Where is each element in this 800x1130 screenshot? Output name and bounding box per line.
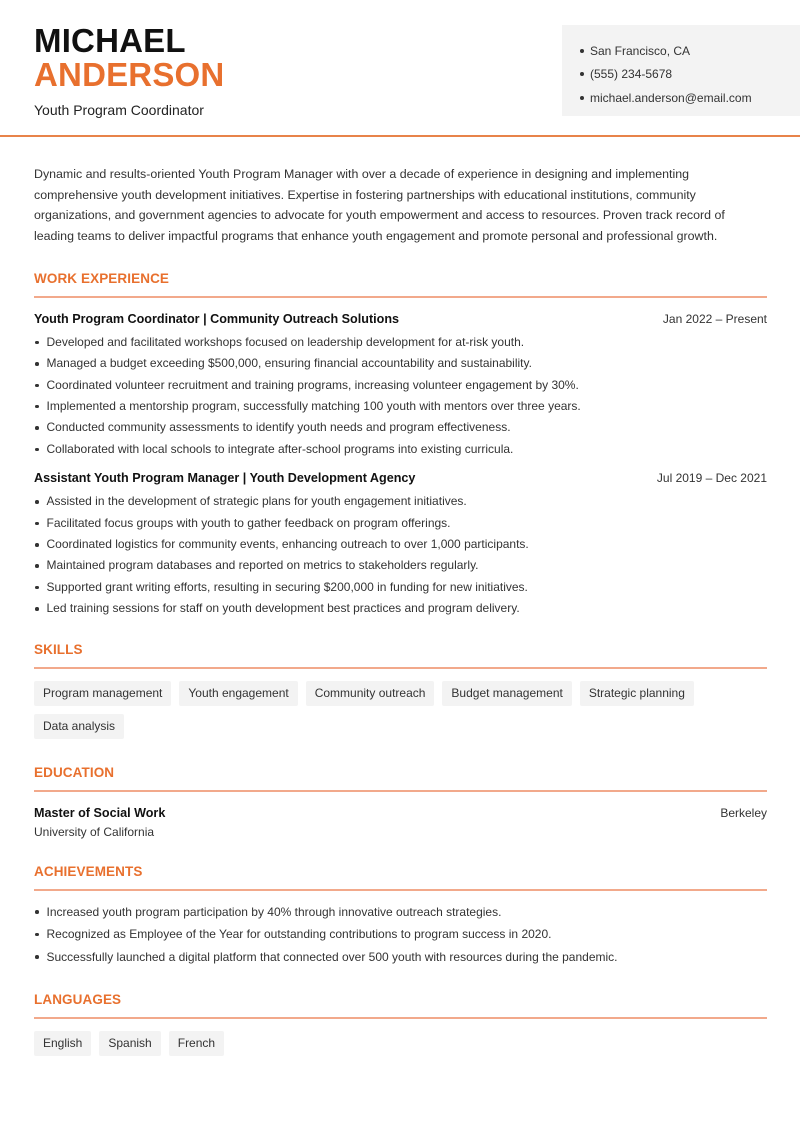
list-item-text: Maintained program databases and reported on metrics to stakeholders regularly. <box>46 558 479 573</box>
bullet-icon <box>580 72 584 76</box>
list-item <box>34 439 767 460</box>
name-block <box>34 24 224 118</box>
last-name: ANDERSON <box>34 56 225 93</box>
section-title: WORK EXPERIENCE <box>34 271 767 298</box>
skill-chip: Budget management <box>442 681 571 706</box>
list-item <box>34 946 767 969</box>
contact-phone <box>580 63 800 87</box>
section-achievements <box>34 864 767 969</box>
bullet-icon <box>35 426 39 430</box>
contact-email <box>580 86 800 110</box>
section-title: ACHIEVEMENTS <box>34 864 767 891</box>
job-dates: Jan 2022 – Present <box>662 311 767 326</box>
achievement-bullets <box>34 901 767 969</box>
first-name: MICHAEL <box>34 22 186 59</box>
list-item <box>34 353 767 374</box>
job-role: Assistant Youth Program Manager | Youth Development Agency <box>34 471 416 486</box>
list-item-text: Coordinated logistics for community events, enhancing outreach to over 1,000 participants. <box>46 537 529 552</box>
list-item-text: Developed and facilitated workshops focused on leadership development for at-risk youth. <box>46 334 525 349</box>
section-languages <box>34 992 767 1056</box>
language-chip: French <box>169 1031 224 1056</box>
bullet-icon <box>580 96 584 100</box>
bullet-icon <box>35 607 39 611</box>
skill-chip: Strategic planning <box>580 681 694 706</box>
section-education <box>34 765 767 839</box>
skill-chip: Youth engagement <box>179 681 297 706</box>
section-title: SKILLS <box>34 642 767 669</box>
section-skills <box>34 642 767 739</box>
job-header <box>34 312 767 326</box>
list-item-text: Led training sessions for staff on youth development best practices and program delivery. <box>46 601 520 616</box>
bullet-icon <box>35 543 39 547</box>
job-role: Youth Program Coordinator | Community Outreach Solutions <box>34 311 400 326</box>
education-location: Berkeley <box>720 805 767 820</box>
list-item-text: Conducted community assessments to identify youth needs and program effectiveness. <box>46 420 511 435</box>
job-bullets <box>34 332 767 460</box>
bullet-icon <box>35 500 39 504</box>
list-item <box>34 555 767 576</box>
bullet-icon <box>35 448 39 452</box>
contact-phone-text: (555) 234-5678 <box>590 67 673 82</box>
language-chip: English <box>34 1031 91 1056</box>
list-item <box>34 491 767 512</box>
list-item-text: Collaborated with local schools to integrate after-school programs into existing curricula. <box>46 441 514 456</box>
job-bullets <box>34 491 767 619</box>
list-item-text: Managed a budget exceeding $500,000, ensuring financial accountability and sustainability. <box>46 356 532 371</box>
skill-chip: Data analysis <box>34 714 124 739</box>
section-title: EDUCATION <box>34 765 767 792</box>
list-item-text: Increased youth program participation by 40% through innovative outreach strategies. <box>46 904 502 919</box>
summary: Dynamic and results-oriented Youth Program Manager with over a decade of experience in designing and implementing comprehensive youth development initiatives. Expertise in fostering partnerships with educational institutions, community organizations, and government agencies to advocate for youth empowerment and access to resources. Proven track record of leading teams to deliver impactful programs that enhance youth engagement and promote personal and professional growth. <box>34 167 725 244</box>
skill-chip: Program management <box>34 681 171 706</box>
list-item <box>34 396 767 417</box>
list-item-text: Assisted in the development of strategic plans for youth engagement initiatives. <box>46 494 467 509</box>
bullet-icon <box>35 405 39 409</box>
list-item-text: Coordinated volunteer recruitment and training programs, increasing volunteer engagement by 30%. <box>46 377 579 392</box>
education-school: University of California <box>34 824 155 839</box>
section-title: LANGUAGES <box>34 992 767 1019</box>
bullet-icon <box>35 910 39 914</box>
language-chips <box>34 1031 767 1056</box>
education-degree: Master of Social Work <box>34 805 166 820</box>
list-item-text: Supported grant writing efforts, resulting in securing $200,000 in funding for new initiatives. <box>46 579 528 594</box>
bullet-icon <box>35 933 39 937</box>
bullet-icon <box>35 522 39 526</box>
skill-chip: Community outreach <box>306 681 435 706</box>
bullet-icon <box>35 341 39 345</box>
list-item <box>34 923 767 946</box>
job-header <box>34 471 767 485</box>
list-item-text: Recognized as Employee of the Year for outstanding contributions to program success in 2020. <box>46 927 552 942</box>
list-item-text: Implemented a mentorship program, successfully matching 100 youth with mentors over three years. <box>46 399 581 414</box>
language-chip: Spanish <box>99 1031 160 1056</box>
bullet-icon <box>35 362 39 366</box>
bullet-icon <box>35 564 39 568</box>
list-item <box>34 598 767 619</box>
contact-location <box>580 39 800 63</box>
skills-chips <box>34 681 767 739</box>
contact-location-text: San Francisco, CA <box>590 43 691 58</box>
list-item <box>34 577 767 598</box>
contact-box <box>562 25 800 116</box>
list-item <box>34 375 767 396</box>
job-title: Youth Program Coordinator <box>34 102 204 118</box>
contact-email-text: michael.anderson@email.com <box>590 90 752 105</box>
bullet-icon <box>35 586 39 590</box>
resume-body <box>34 164 767 1056</box>
list-item <box>34 901 767 924</box>
section-work-experience <box>34 271 767 620</box>
bullet-icon <box>580 49 584 53</box>
list-item <box>34 534 767 555</box>
bullet-icon <box>35 384 39 388</box>
resume-header <box>0 0 800 137</box>
bullet-icon <box>35 955 39 959</box>
list-item <box>34 513 767 534</box>
list-item-text: Successfully launched a digital platform that connected over 500 youth with resources during the pandemic. <box>46 949 618 964</box>
list-item-text: Facilitated focus groups with youth to gather feedback on program offerings. <box>46 515 451 530</box>
list-item <box>34 332 767 353</box>
job-dates: Jul 2019 – Dec 2021 <box>656 471 767 486</box>
education-header <box>34 806 767 820</box>
list-item <box>34 417 767 438</box>
